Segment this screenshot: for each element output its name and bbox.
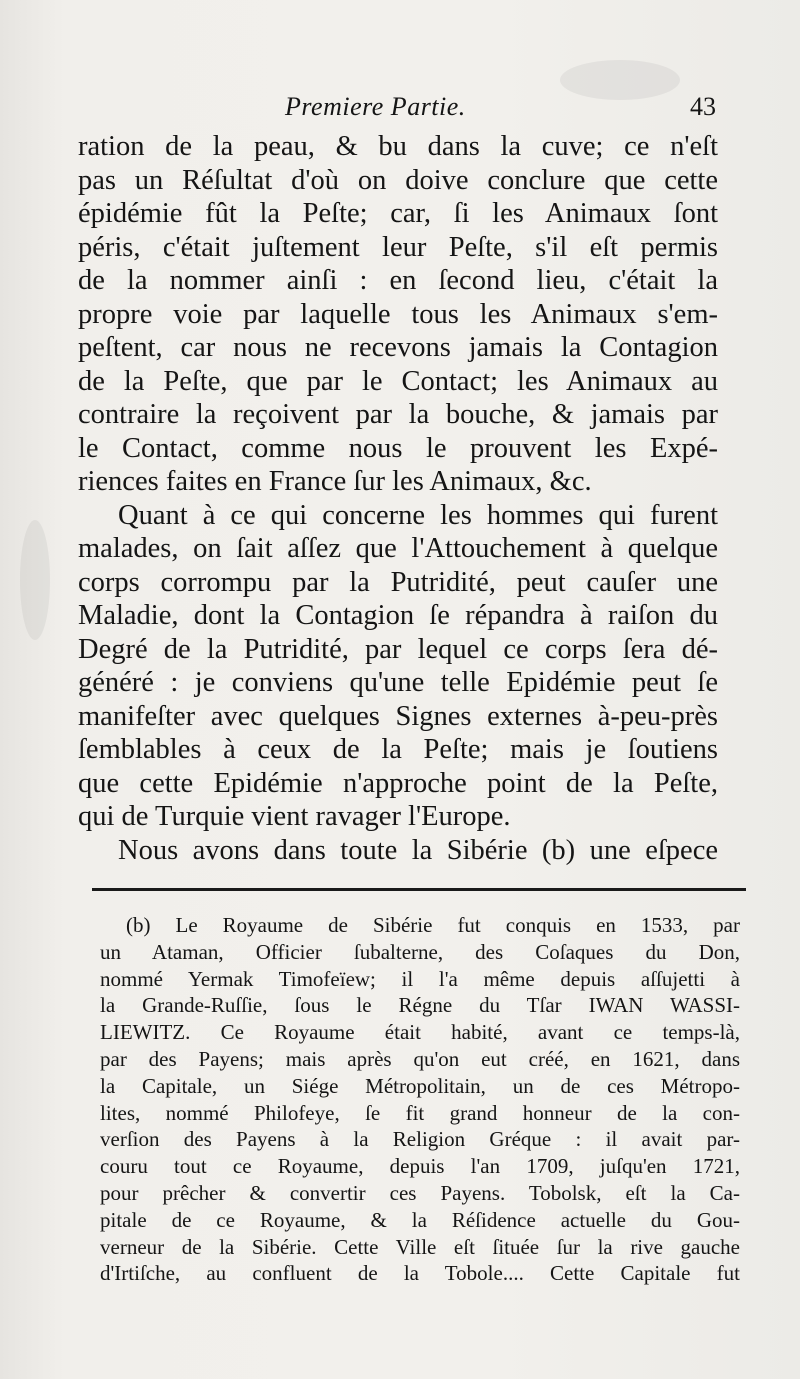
page-smudge [20,520,50,640]
text-line: contraire la reçoivent par la bouche, & jamais par [78,399,718,430]
footnote-line: couru tout ce Royaume, depuis l'an 1709, juſqu'en 1721, [100,1154,740,1179]
text-line: peſtent, car nous ne recevons jamais la Contagion [78,332,718,363]
text-line: ration de la peau, & bu dans la cuve; ce n'eſt [78,131,718,162]
text-line: de la Peſte, que par le Contact; les Animaux au [78,365,718,397]
text-line: qui de Turquie vient ravager l'Europe. [78,801,511,832]
text-line: Nous avons dans toute la Sibérie (b) une eſpece [118,834,718,866]
text-line: riences faites en France ſur les Animaux, &c. [78,466,592,497]
footnote-line: nommé Yermak Timofeïew; il l'a même depuis aſſujetti à [100,966,740,991]
text-line: généré : je conviens qu'une telle Epidémie peut ſe [78,667,718,698]
footnote-line: verneur de la Sibérie. Cette Ville eſt ſituée ſur la rive gauche [100,1234,740,1259]
footnote-line: d'Irtiſche, au confluent de la Tobole.... Cette Capitale fut [100,1261,740,1286]
footnote-line: lites, nommé Philofeye, ſe fit grand honneur de la con- [100,1100,740,1125]
footnote-line: pitale de ce Royaume, & la Réſidence actuelle du Gou- [100,1207,740,1232]
running-head [70,92,730,132]
footnote-line: par des Payens; mais après qu'on eut créé, en 1621, dans [100,1046,740,1071]
text-line: manifeſter avec quelques Signes externes à-peu-près [78,700,718,732]
main-text [78,130,718,867]
footnote-line: verſion des Payens à la Religion Gréque : il avait par- [100,1127,740,1152]
page-number: 43 [690,92,716,121]
text-line: que cette Epidémie n'approche point de la Peſte, [78,767,718,799]
footnote-line: (b) Le Royaume de Sibérie fut conquis en 1533, par [126,913,740,937]
text-line: le Contact, comme nous le prouvent les Expé- [78,432,718,464]
footnote-rule [92,888,746,891]
footnote [100,912,740,1287]
text-line: Maladie, dont la Contagion ſe répandra à raiſon du [78,600,718,631]
text-line: pas un Réſultat d'où on doive conclure que cette [78,164,718,196]
text-line: propre voie par laquelle tous les Animaux s'em- [78,298,718,330]
footnote-line: LIEWITZ. Ce Royaume était habité, avant ce temps-là, [100,1020,740,1045]
text-line: ſemblables à ceux de la Peſte; mais je ſoutiens [78,734,718,765]
footnote-line: la Capitale, un Siége Métropolitain, un de ces Métropo- [100,1073,740,1098]
footnote-line: la Grande-Ruſſie, ſous le Régne du Tſar IWAN WASSI- [100,993,740,1018]
footnote-line: pour prêcher & convertir ces Payens. Tobolsk, eſt la Ca- [100,1180,740,1205]
text-line: Quant à ce qui concerne les hommes qui furent [118,499,718,531]
text-line: malades, on ſait aſſez que l'Attouchement à quelque [78,533,718,564]
text-line: épidémie fût la Peſte; car, ſi les Animaux ſont [78,198,718,229]
text-line: corps corrompu par la Putridité, peut cauſer une [78,566,718,598]
text-line: de la nommer ainſi : en ſecond lieu, c'était la [78,265,718,296]
text-line: Degré de la Putridité, par lequel ce corps ſera dé- [78,633,718,665]
text-line: péris, c'était juſtement leur Peſte, s'il eſt permis [78,231,718,263]
running-title: Premiere Partie. [285,92,466,121]
footnote-line: un Ataman, Officier ſubalterne, des Coſaques du Don, [100,939,740,964]
